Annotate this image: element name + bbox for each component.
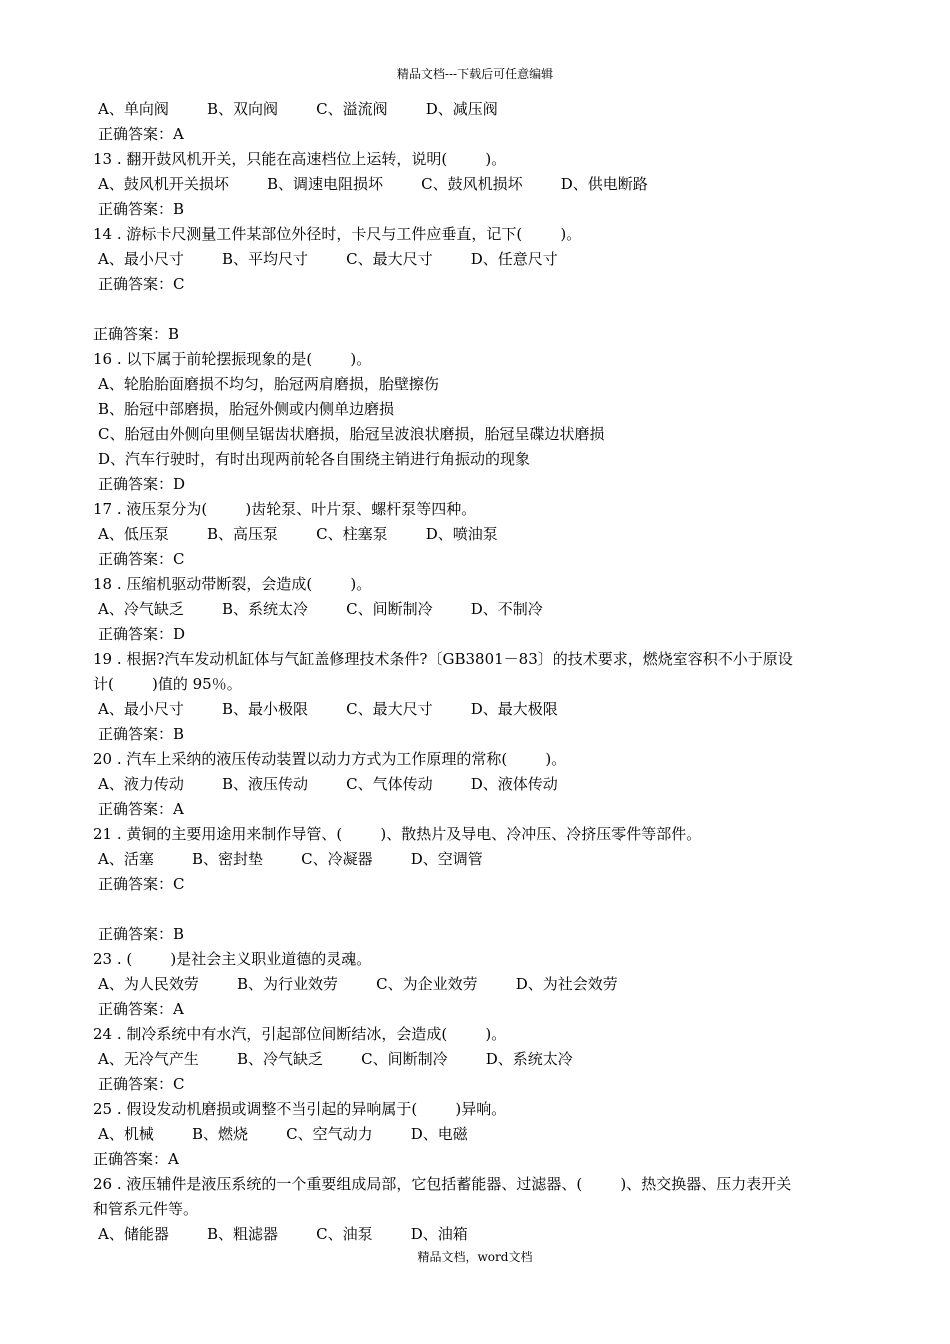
question-line: 17 . 液压泵分为( )齿轮泵、叶片泵、螺杆泵等四种。 — [93, 500, 477, 518]
question-line: 21 . 黄铜的主要用途用来制作导管、( )、散热片及导电、冷冲压、冷挤压零件等部件。 — [93, 825, 702, 843]
answer-line: 正确答案：B — [98, 925, 185, 943]
text-line: 和管系元件等。 — [93, 1200, 199, 1218]
options-line: A、储能器 B、粗滤器 C、油泵 D、油箱 — [98, 1225, 468, 1243]
text-line: 计( )值的 95％。 — [93, 675, 242, 693]
answer-line: 正确答案：A — [98, 1000, 184, 1018]
options-line: A、轮胎胎面磨损不均匀，胎冠两肩磨损，胎壁擦伤 — [98, 375, 439, 393]
options-line: A、无冷气产生 B、冷气缺乏 C、间断制冷 D、系统太冷 — [98, 1050, 573, 1068]
question-line: 23 . ( )是社会主义职业道德的灵魂。 — [93, 950, 372, 968]
question-line: 20 . 汽车上采纳的液压传动装置以动力方式为工作原理的常称( )。 — [93, 750, 567, 768]
answer-line: 正确答案：D — [98, 475, 186, 493]
answer-line: 正确答案：D — [98, 625, 186, 643]
answer-line: 正确答案：C — [98, 1075, 185, 1093]
answer-line: 正确答案：A — [93, 1150, 179, 1168]
answer-line: 正确答案：B — [98, 725, 185, 743]
options-line: A、冷气缺乏 B、系统太冷 C、间断制冷 D、不制冷 — [98, 600, 543, 618]
question-line: 13 . 翻开鼓风机开关，只能在高速档位上运转，说明( )。 — [93, 150, 507, 168]
question-line: 18 . 压缩机驱动带断裂，会造成( )。 — [93, 575, 372, 593]
answer-line: 正确答案：A — [98, 125, 184, 143]
page-footer: 精品文档，word文档 — [417, 1250, 533, 1264]
question-line: 14 . 游标卡尺测量工件某部位外径时，卡尺与工件应垂直，记下( )。 — [93, 225, 582, 243]
blank-line — [93, 897, 863, 922]
options-line: A、低压泵 B、高压泵 C、柱塞泵 D、喷油泵 — [98, 525, 498, 543]
options-line: A、鼓风机开关损坏 B、调速电阻损坏 C、鼓风机损坏 D、供电断路 — [98, 175, 648, 193]
answer-line: 正确答案：C — [98, 275, 185, 293]
options-line: A、液力传动 B、液压传动 C、气体传动 D、液体传动 — [98, 775, 558, 793]
options-line: C、胎冠由外侧向里侧呈锯齿状磨损，胎冠呈波浪状磨损，胎冠呈碟边状磨损 — [98, 425, 605, 443]
options-line: A、最小尺寸 B、最小极限 C、最大尺寸 D、最大极限 — [98, 700, 558, 718]
question-line: 19 . 根据?汽车发动机缸体与气缸盖修理技术条件?〔GB3801－83〕的技术要求，燃烧室容积不小于原设 — [93, 650, 793, 668]
options-line: B、胎冠中部磨损，胎冠外侧或内侧单边磨损 — [98, 400, 395, 418]
question-line: 26 . 液压辅件是液压系统的一个重要组成局部，它包括蓄能器、过滤器、( )、热交换器、压力表开关 — [93, 1175, 792, 1193]
document-body — [93, 97, 863, 1247]
answer-line: 正确答案：B — [93, 325, 180, 343]
options-line: A、活塞 B、密封垫 C、冷凝器 D、空调管 — [98, 850, 483, 868]
page-header: 精品文档---下载后可任意编辑 — [396, 67, 554, 81]
answer-line: 正确答案：C — [98, 875, 185, 893]
options-line: A、最小尺寸 B、平均尺寸 C、最大尺寸 D、任意尺寸 — [98, 250, 558, 268]
options-line: D、汽车行驶时，有时出现两前轮各自围绕主销进行角振动的现象 — [98, 450, 531, 468]
options-line: A、为人民效劳 B、为行业效劳 C、为企业效劳 D、为社会效劳 — [98, 975, 618, 993]
question-line: 24 . 制冷系统中有水汽，引起部位间断结冰，会造成( )。 — [93, 1025, 507, 1043]
options-line: A、单向阀 B、双向阀 C、溢流阀 D、减压阀 — [98, 100, 498, 118]
question-line: 16 . 以下属于前轮摆振现象的是( )。 — [93, 350, 372, 368]
question-line: 25 . 假设发动机磨损或调整不当引起的异响属于( )异响。 — [93, 1100, 507, 1118]
answer-line: 正确答案：A — [98, 800, 184, 818]
options-line: A、机械 B、燃烧 C、空气动力 D、电磁 — [98, 1125, 468, 1143]
answer-line: 正确答案：B — [98, 200, 185, 218]
answer-line: 正确答案：C — [98, 550, 185, 568]
blank-line — [93, 297, 863, 322]
